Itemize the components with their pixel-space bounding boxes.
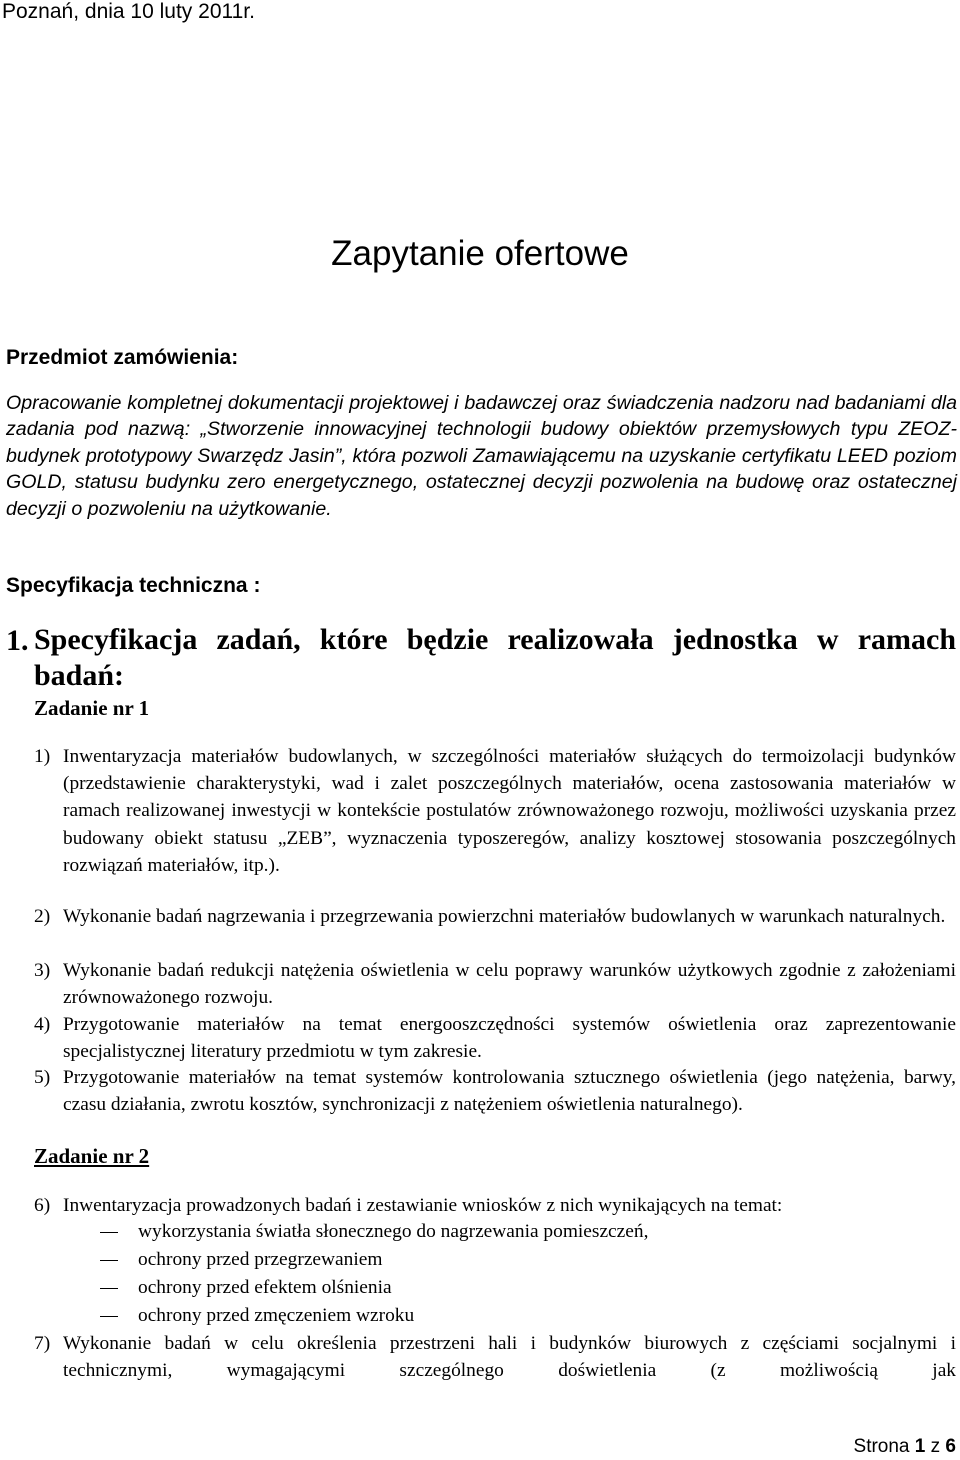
list-item-number: 6) [34, 1195, 51, 1216]
list-item-text: Wykonanie badań redukcji natężenia oświetlenia w celu poprawy warunków użytkowych zgodnie z założeniami zrównoważonego rozwoju. [63, 960, 956, 1009]
dash-icon [100, 1288, 118, 1289]
list-item [34, 1330, 956, 1384]
list-item-text: Inwentaryzacja prowadzonych badań i zestawianie wniosków z nich wynikających na temat: [63, 1195, 783, 1216]
task-2-heading: Zadanie nr 2 [34, 1144, 150, 1168]
list-item-text: Przygotowanie materiałów na temat systemów kontrolowania sztucznego oświetlenia (jego natężenia, barwy, czasu działania, zwrotu kosztów, synchronizacji z natężeniem oświetlenia naturalnego). [63, 1067, 956, 1116]
dash-icon [100, 1260, 118, 1261]
page-label: Strona [853, 1436, 910, 1457]
list-item-number: 3) [34, 960, 51, 981]
list-item [34, 743, 956, 879]
bullet-item [100, 1246, 950, 1274]
bullet-text: wykorzystania światła słonecznego do nagrzewania pomieszczeń, [138, 1221, 649, 1242]
list-item [34, 1192, 956, 1219]
list-item-text: Wykonanie badań w celu określenia przestrzeni hali i budynków biurowych z częściami socjalnymi i technicznymi, wymagającymi szczególnego doświetlenia (z możliwością jak [63, 1333, 956, 1382]
list-item [34, 957, 956, 1011]
list-item-text: Inwentaryzacja materiałów budowlanych, w szczególności materiałów służących do termoizolacji budynków (przedstawienie charakterystyki, wad i zalet poszczególnych materiałów, ocena zastosowania materiałów w ramach realizowanej inwestycji w kontekście postulatów zrównoważonego rozwoju, możliwości uzyskania przez budowany obiekt statusu „ZEB”, wyznaczenia typoszeregów, analizy kosztowej stosowania poszczególnych rozwiązań materiałów, itp.). [63, 746, 956, 876]
list-item-text: Wykonanie badań nagrzewania i przegrzewania powierzchni materiałów budowlanych w warunkach naturalnych. [63, 906, 946, 927]
dash-icon [100, 1316, 118, 1317]
list-item-number: 5) [34, 1067, 51, 1088]
bullet-text: ochrony przed przegrzewaniem [138, 1249, 383, 1270]
task-1-heading: Zadanie nr 1 [34, 696, 150, 720]
page-of: z [930, 1436, 941, 1457]
bullet-text: ochrony przed zmęczeniem wzroku [138, 1305, 415, 1326]
document-date: Poznań, dnia 10 luty 2011r. [2, 0, 255, 23]
section-title: Specyfikacja zadań, które będzie realizowała jednostka w ramach badań: [34, 623, 956, 692]
bullet-item [100, 1218, 950, 1246]
list-item-number: 2) [34, 906, 51, 927]
total-pages: 6 [945, 1436, 956, 1457]
page-number [854, 1436, 956, 1458]
list-item [34, 1064, 956, 1118]
document-title: Zapytanie ofertowe [331, 234, 629, 273]
list-item [34, 903, 956, 930]
list-item-number: 1) [34, 746, 51, 767]
section-number: 1. [6, 624, 29, 657]
current-page: 1 [914, 1436, 926, 1457]
dash-icon [100, 1232, 118, 1233]
list-item-number: 7) [34, 1333, 51, 1354]
list-item [34, 1011, 956, 1065]
subject-paragraph: Opracowanie kompletnej dokumentacji projektowej i badawczej oraz świadczenia nadzoru nad badaniami dla zadania pod nazwą: „Stworzenie innowacyjnej technologii budowy obiektów przemysłowych typu ZEOZ-budynek prototypowy Swarzędz Jasin”, która pozwoli Zamawiającemu na uzyskanie certyfikatu LEED poziom GOLD, statusu budynku zero energetycznego, ostatecznej decyzji pozwolenia na budowę oraz ostatecznej decyzji o pozwoleniu na użytkowanie. [6, 392, 957, 520]
subject-heading: Przedmiot zamówienia: [6, 346, 239, 369]
spec-heading: Specyfikacja techniczna : [6, 574, 261, 597]
list-item-text: Przygotowanie materiałów na temat energooszczędności systemów oświetlenia oraz zaprezentowanie specjalistycznej literatury przedmiotu w tym zakresie. [63, 1014, 956, 1063]
list-item-number: 4) [34, 1014, 51, 1035]
bullet-item [100, 1302, 950, 1330]
bullet-item [100, 1274, 950, 1302]
bullet-text: ochrony przed efektem olśnienia [138, 1277, 392, 1298]
bullet-list [100, 1218, 950, 1330]
